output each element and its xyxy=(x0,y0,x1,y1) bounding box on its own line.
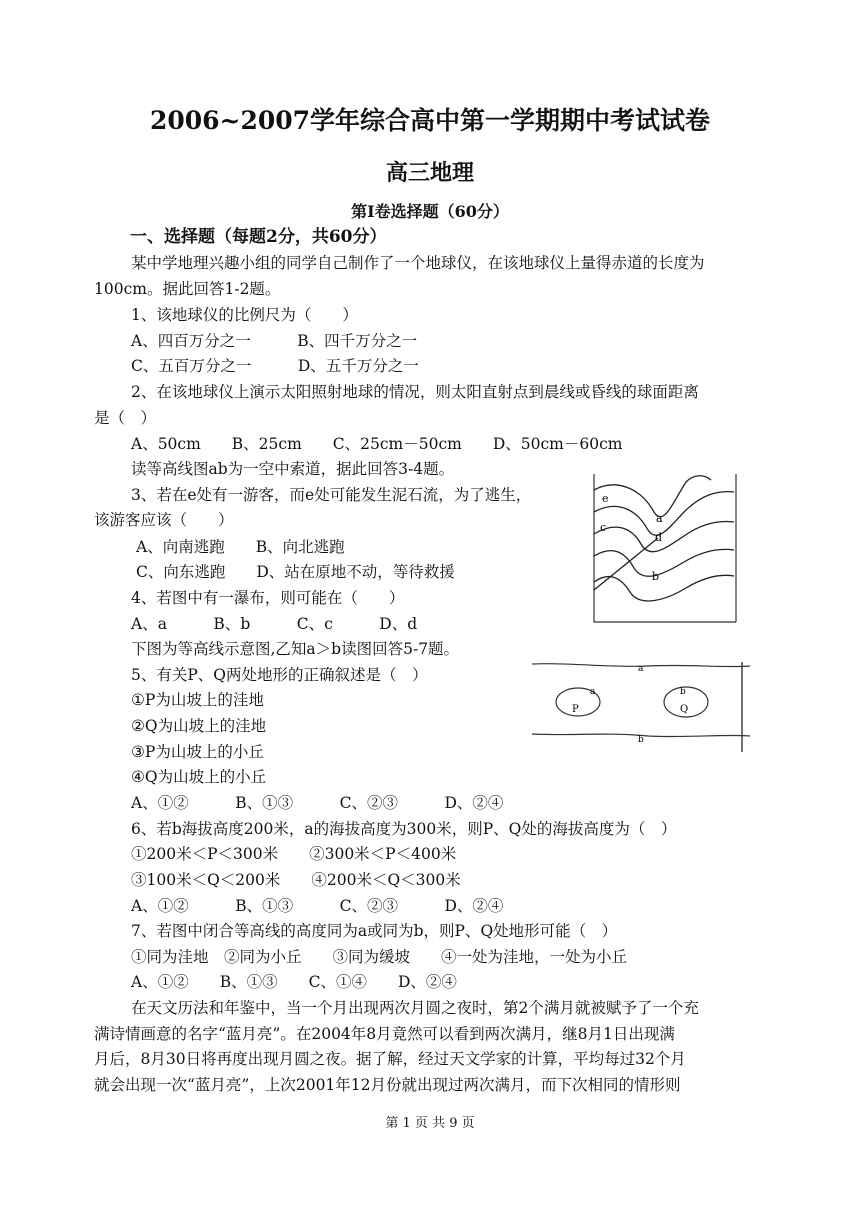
label-q: Q xyxy=(680,704,689,715)
question-3: 3、若在e处有一游客，而e处可能发生泥石流，为了逃生， xyxy=(131,486,532,504)
options-line: C、五百万分之一 D、五千万分之一 xyxy=(131,357,419,375)
statement-line: ①200米＜P＜300米 ②300米＜P＜400米 xyxy=(131,845,457,863)
label-d: d xyxy=(655,531,663,544)
statement-line: ①P为山坡上的洼地 xyxy=(131,691,264,709)
page-footer: 第 1 页 共 9 页 xyxy=(385,1116,475,1131)
exam-title: 2006~2007学年综合高中第一学期期中考试试卷 xyxy=(149,106,711,135)
options-line: A、①② B、①③ C、②③ D、②④ xyxy=(131,794,504,812)
contour-map-figure-1 xyxy=(586,470,746,630)
contour-line xyxy=(594,575,734,601)
contour-line xyxy=(594,492,734,536)
statement-line: ③P为山坡上的小丘 xyxy=(131,743,264,761)
statement-line: ③100米＜Q＜200米 ④200米＜Q＜300米 xyxy=(131,871,461,889)
paragraph-line: 满诗情画意的名字“蓝月亮”。在2004年8月竟然可以看到两次满月，继8月1日出现满 xyxy=(94,1025,675,1043)
options-line: A、①② B、①③ C、②③ D、②④ xyxy=(131,897,504,915)
options-line: A、四百万分之一 B、四千万分之一 xyxy=(131,332,418,350)
label-e: e xyxy=(602,492,609,505)
text-line: 100cm。据此回答1-2题。 xyxy=(94,280,281,298)
label-p: P xyxy=(572,704,579,715)
paragraph-line: 在天文历法和年鉴中，当一个月出现两次月圆之夜时，第2个满月就被赋予了一个充 xyxy=(131,999,699,1017)
text-line: 读等高线图ab为一空中索道，据此回答3-4题。 xyxy=(131,460,455,478)
label-a: a xyxy=(638,664,644,674)
options-line: A、①② B、①③ C、①④ D、②④ xyxy=(131,973,457,991)
label-b: b xyxy=(638,735,644,745)
question-4: 4、若图中有一瀑布，则可能在（ ） xyxy=(131,589,405,607)
statement-line: ④Q为山坡上的小丘 xyxy=(131,768,267,786)
label-a: a xyxy=(656,512,663,525)
statement-line: ①同为洼地 ②同为小丘 ③同为缓坡 ④一处为洼地，一处为小丘 xyxy=(131,948,628,966)
contour-line xyxy=(594,476,711,517)
section-heading: 一、选择题（每题2分，共60分） xyxy=(130,227,387,247)
statement-line: ②Q为山坡上的洼地 xyxy=(131,717,267,735)
question-7: 7、若图中闭合等高线的高度同为a或同为b，则P、Q处地形可能（ ） xyxy=(131,922,618,940)
paragraph-line: 月后，8月30日将再度出现月圆之夜。据了解，经过天文学家的计算，平均每过32个月 xyxy=(94,1050,686,1068)
contour-map-figure-2 xyxy=(528,656,754,756)
label-b: b xyxy=(652,570,660,583)
exam-subtitle: 高三地理 xyxy=(385,160,474,186)
options-line: A、50cm B、25cm C、25cm－50cm D、50cm－60cm xyxy=(131,435,623,453)
text-line: 下图为等高线示意图,乙知a＞b读图回答5-7题。 xyxy=(131,640,460,658)
question-2: 2、在该地球仪上演示太阳照射地球的情况，则太阳直射点到晨线或昏线的球面距离 xyxy=(131,383,699,401)
text-line: 该游客应该（ ） xyxy=(94,511,234,529)
part-heading: 第Ⅰ卷选择题（60分） xyxy=(351,202,509,221)
contour-line xyxy=(594,522,734,552)
label-b-inner: b xyxy=(680,687,686,697)
paragraph-line: 就会出现一次“蓝月亮”，上次2001年12月份就出现过两次满月，而下次相同的情形则 xyxy=(94,1076,681,1094)
question-1: 1、该地球仪的比例尺为（ ） xyxy=(131,306,358,324)
question-5: 5、有关P、Q两处地形的正确叙述是（ ） xyxy=(131,666,428,684)
options-line: A、a B、b C、c D、d xyxy=(131,615,418,633)
cableway-line xyxy=(594,538,658,590)
label-a-inner: a xyxy=(590,687,596,697)
text-line: 是（ ） xyxy=(94,409,157,427)
label-c: c xyxy=(600,521,607,534)
options-line: C、向东逃跑 D、站在原地不动，等待救援 xyxy=(136,563,455,581)
options-line: A、向南逃跑 B、向北逃跑 xyxy=(136,538,345,556)
text-line: 某中学地理兴趣小组的同学自己制作了一个地球仪，在该地球仪上量得赤道的长度为 xyxy=(131,254,705,272)
question-6: 6、若b海拔高度200米，a的海拔高度为300米，则P、Q处的海拔高度为（ ） xyxy=(131,820,677,838)
